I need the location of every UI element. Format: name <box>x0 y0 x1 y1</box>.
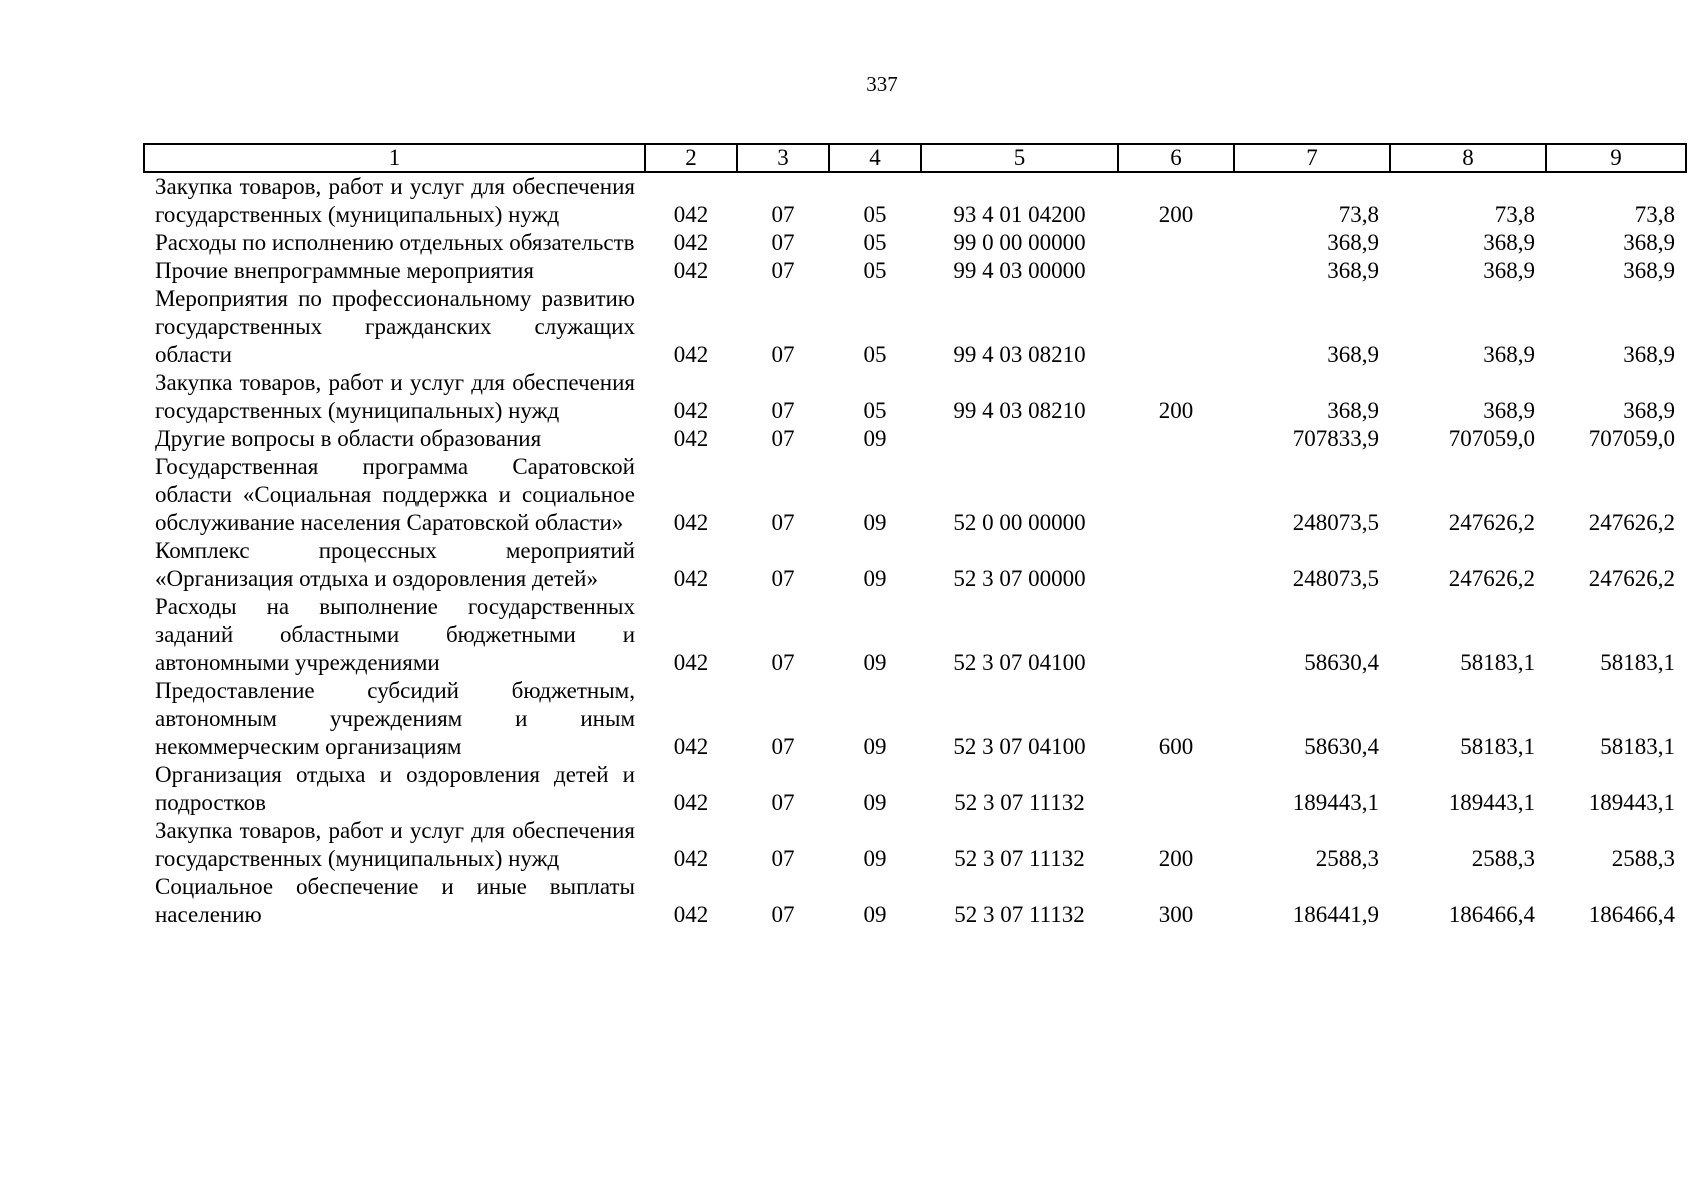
subsection-cell: 09 <box>863 566 887 591</box>
section-cell: 07 <box>771 258 795 283</box>
table-row <box>144 537 1686 593</box>
code-cell: 042 <box>673 650 709 675</box>
row-name-cell: Комплекс процессных мероприятий «Организация отдыха и оздоровления детей» <box>155 538 635 591</box>
subsection-cell: 05 <box>863 202 887 227</box>
amount-cell: 368,9 <box>1623 230 1675 255</box>
target-article-cell: 99 4 03 00000 <box>953 258 1086 283</box>
subsection-cell: 05 <box>863 258 887 283</box>
amount-cell: 368,9 <box>1483 342 1535 367</box>
expense-type-cell <box>1118 537 1234 593</box>
code-cell: 042 <box>673 398 709 423</box>
section-cell: 07 <box>771 790 795 815</box>
column-header: 3 <box>737 144 829 172</box>
row-name-cell: Расходы по исполнению отдельных обязательств <box>155 230 635 255</box>
table-row <box>144 369 1686 425</box>
amount-cell: 2588,3 <box>1471 846 1535 871</box>
code-cell: 042 <box>673 202 709 227</box>
target-article-cell: 99 4 03 08210 <box>953 398 1086 423</box>
column-header: 7 <box>1234 144 1390 172</box>
subsection-cell: 05 <box>863 342 887 367</box>
table-row <box>144 257 1686 285</box>
amount-cell: 368,9 <box>1623 398 1675 423</box>
section-cell: 07 <box>771 426 795 451</box>
table-row <box>144 229 1686 257</box>
amount-cell: 368,9 <box>1483 258 1535 283</box>
table-row <box>144 285 1686 369</box>
amount-cell: 247626,2 <box>1588 566 1675 591</box>
target-article-cell: 52 3 07 00000 <box>953 566 1086 591</box>
subsection-cell: 09 <box>863 790 887 815</box>
amount-cell: 368,9 <box>1327 342 1379 367</box>
code-cell: 042 <box>673 342 709 367</box>
section-cell: 07 <box>771 202 795 227</box>
amount-cell: 247626,2 <box>1588 510 1675 535</box>
target-article-cell: 52 3 07 04100 <box>953 734 1086 759</box>
code-cell: 042 <box>673 902 709 927</box>
expense-type-cell <box>1118 761 1234 817</box>
amount-cell: 248073,5 <box>1292 510 1379 535</box>
expense-type-cell <box>1118 229 1234 257</box>
code-cell: 042 <box>673 734 709 759</box>
amount-cell: 186466,4 <box>1448 902 1535 927</box>
page-number: 337 <box>866 72 898 96</box>
subsection-cell: 05 <box>863 398 887 423</box>
table-row <box>144 677 1686 761</box>
expense-type-cell <box>1118 593 1234 677</box>
subsection-cell: 09 <box>863 846 887 871</box>
amount-cell: 707833,9 <box>1292 426 1379 451</box>
amount-cell: 2588,3 <box>1611 846 1675 871</box>
section-cell: 07 <box>771 650 795 675</box>
code-cell: 042 <box>673 790 709 815</box>
amount-cell: 707059,0 <box>1448 426 1535 451</box>
amount-cell: 368,9 <box>1327 398 1379 423</box>
section-cell: 07 <box>771 510 795 535</box>
expense-type-cell: 600 <box>1158 734 1194 759</box>
section-cell: 07 <box>771 902 795 927</box>
expense-type-cell <box>1118 425 1234 453</box>
row-name-cell: Закупка товаров, работ и услуг для обеспечения государственных (муниципальных) нужд <box>155 174 635 227</box>
row-name-cell: Организация отдыха и оздоровления детей и подростков <box>155 762 635 815</box>
subsection-cell: 05 <box>863 230 887 255</box>
row-name-cell: Другие вопросы в области образования <box>155 426 542 451</box>
table-row <box>144 425 1686 453</box>
row-name-cell: Государственная программа Саратовской области «Социальная поддержка и социальное обслуживание населения Саратовской области» <box>155 454 635 535</box>
code-cell: 042 <box>673 230 709 255</box>
table-body <box>144 172 1686 929</box>
row-name-cell: Закупка товаров, работ и услуг для обеспечения государственных (муниципальных) нужд <box>155 818 635 871</box>
amount-cell: 247626,2 <box>1448 566 1535 591</box>
table-row <box>144 761 1686 817</box>
table-row <box>144 817 1686 873</box>
column-header: 5 <box>921 144 1118 172</box>
code-cell: 042 <box>673 566 709 591</box>
amount-cell: 368,9 <box>1327 230 1379 255</box>
subsection-cell: 09 <box>863 510 887 535</box>
row-name-cell: Расходы на выполнение государственных заданий областными бюджетными и автономными учреждениями <box>155 594 635 675</box>
amount-cell: 186441,9 <box>1292 902 1379 927</box>
amount-cell: 189443,1 <box>1292 790 1379 815</box>
code-cell: 042 <box>673 426 709 451</box>
amount-cell: 189443,1 <box>1448 790 1535 815</box>
expense-type-cell: 200 <box>1158 398 1194 423</box>
expense-type-cell: 200 <box>1158 846 1194 871</box>
target-article-cell: 52 3 07 11132 <box>954 902 1085 927</box>
table-header-row <box>144 144 1686 172</box>
column-header: 1 <box>144 144 645 172</box>
row-name-cell: Мероприятия по профессиональному развитию государственных гражданских служащих области <box>155 286 635 367</box>
code-cell: 042 <box>673 510 709 535</box>
row-name-cell: Предоставление субсидий бюджетным, автономным учреждениям и иным некоммерческим организациям <box>155 678 635 759</box>
column-header: 6 <box>1118 144 1234 172</box>
target-article-cell: 99 4 03 08210 <box>953 342 1086 367</box>
amount-cell: 368,9 <box>1623 342 1675 367</box>
section-cell: 07 <box>771 566 795 591</box>
amount-cell: 58630,4 <box>1304 734 1379 759</box>
column-header: 9 <box>1546 144 1686 172</box>
amount-cell: 58183,1 <box>1600 734 1675 759</box>
table-row <box>144 172 1686 229</box>
budget-table <box>143 143 1687 929</box>
section-cell: 07 <box>771 846 795 871</box>
column-header: 4 <box>829 144 921 172</box>
amount-cell: 58183,1 <box>1460 734 1535 759</box>
amount-cell: 248073,5 <box>1292 566 1379 591</box>
subsection-cell: 09 <box>863 650 887 675</box>
target-article-cell <box>921 425 1118 453</box>
amount-cell: 368,9 <box>1483 230 1535 255</box>
column-header: 2 <box>645 144 737 172</box>
column-header: 8 <box>1390 144 1546 172</box>
subsection-cell: 09 <box>863 426 887 451</box>
row-name-cell: Прочие внепрограммные мероприятия <box>155 258 534 283</box>
amount-cell: 247626,2 <box>1448 510 1535 535</box>
subsection-cell: 09 <box>863 902 887 927</box>
amount-cell: 707059,0 <box>1588 426 1675 451</box>
target-article-cell: 99 0 00 00000 <box>953 230 1086 255</box>
section-cell: 07 <box>771 342 795 367</box>
expense-type-cell <box>1118 257 1234 285</box>
target-article-cell: 52 3 07 11132 <box>954 790 1085 815</box>
amount-cell: 189443,1 <box>1588 790 1675 815</box>
amount-cell: 58183,1 <box>1600 650 1675 675</box>
row-name-cell: Закупка товаров, работ и услуг для обеспечения государственных (муниципальных) нужд <box>155 370 635 423</box>
expense-type-cell <box>1118 285 1234 369</box>
amount-cell: 73,8 <box>1338 202 1379 227</box>
subsection-cell: 09 <box>863 734 887 759</box>
amount-cell: 368,9 <box>1327 258 1379 283</box>
code-cell: 042 <box>673 846 709 871</box>
table-row <box>144 873 1686 929</box>
section-cell: 07 <box>771 398 795 423</box>
section-cell: 07 <box>771 230 795 255</box>
expense-type-cell <box>1118 453 1234 537</box>
expense-type-cell: 300 <box>1158 902 1194 927</box>
amount-cell: 58183,1 <box>1460 650 1535 675</box>
table-row <box>144 593 1686 677</box>
amount-cell: 368,9 <box>1623 258 1675 283</box>
amount-cell: 73,8 <box>1634 202 1675 227</box>
amount-cell: 2588,3 <box>1315 846 1379 871</box>
target-article-cell: 52 3 07 11132 <box>954 846 1085 871</box>
target-article-cell: 52 3 07 04100 <box>953 650 1086 675</box>
amount-cell: 186466,4 <box>1588 902 1675 927</box>
expense-type-cell: 200 <box>1158 202 1194 227</box>
row-name-cell: Социальное обеспечение и иные выплаты населению <box>155 874 635 927</box>
table-row <box>144 453 1686 537</box>
amount-cell: 58630,4 <box>1304 650 1379 675</box>
target-article-cell: 93 4 01 04200 <box>953 202 1086 227</box>
amount-cell: 73,8 <box>1494 202 1535 227</box>
code-cell: 042 <box>673 258 709 283</box>
target-article-cell: 52 0 00 00000 <box>953 510 1086 535</box>
section-cell: 07 <box>771 734 795 759</box>
amount-cell: 368,9 <box>1483 398 1535 423</box>
